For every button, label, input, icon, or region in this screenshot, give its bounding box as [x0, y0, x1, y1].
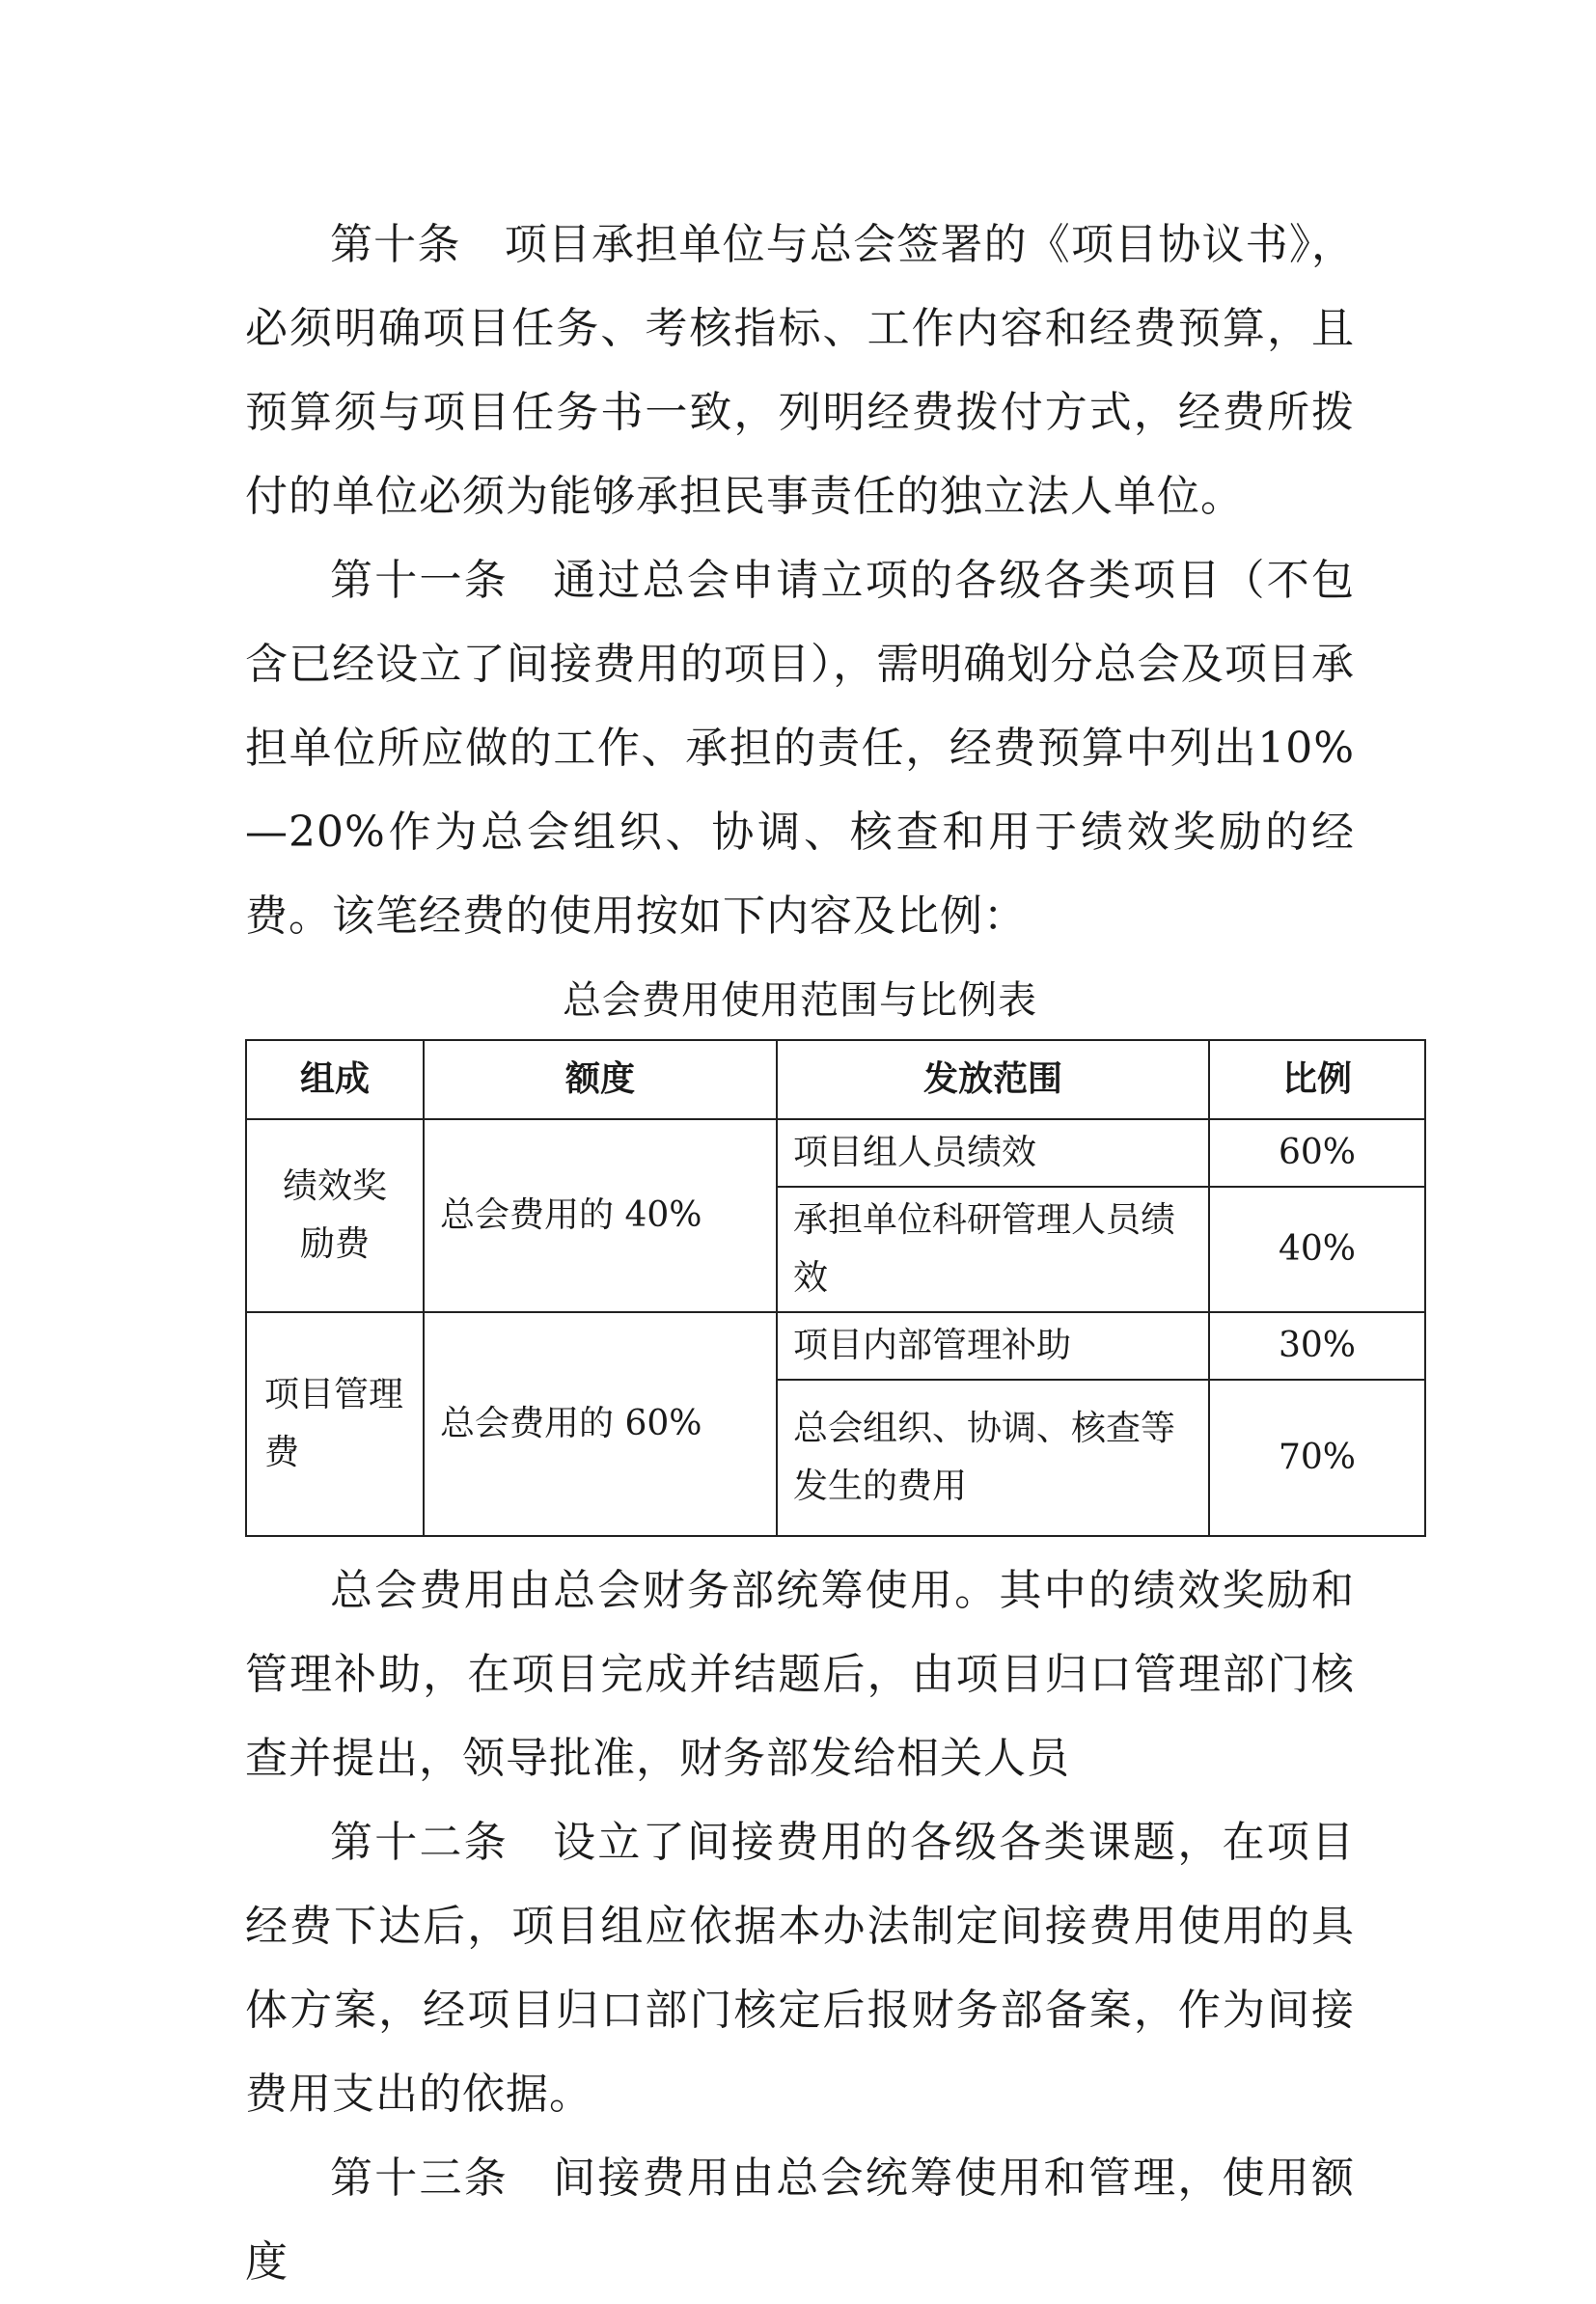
ratio-cell: 40% — [1209, 1187, 1425, 1312]
article-10-paragraph: 第十条 项目承担单位与总会签署的《项目协议书》，必须明确项目任务、考核指标、工作内容和经费预算，且预算须与项目任务书一致，列明经费拨付方式，经费所拨付的单位必须为能够承担民事责任的独立法人单位。 — [245, 220, 1355, 521]
scope-cell: 项目内部管理补助 — [777, 1312, 1209, 1380]
amount-cell: 总会费用的 40% — [424, 1119, 777, 1312]
header-amount: 额度 — [424, 1040, 777, 1119]
component-cell: 项目管理费 — [246, 1312, 424, 1536]
scope-cell: 总会组织、协调、核查等发生的费用 — [777, 1380, 1209, 1536]
amount-cell: 总会费用的 60% — [424, 1312, 777, 1536]
fee-usage-paragraph: 总会费用由总会财务部统筹使用。其中的绩效奖励和管理补助，在项目完成并结题后，由项目归口管理部门核查并提出，领导批准，财务部发给相关人员 — [245, 1566, 1355, 1783]
component-cell: 绩效奖励费 — [246, 1119, 424, 1312]
header-scope: 发放范围 — [777, 1040, 1209, 1119]
scope-cell: 承担单位科研管理人员绩效 — [777, 1187, 1209, 1312]
article-13-paragraph: 第十三条 间接费用由总会统筹使用和管理，使用额度 — [245, 2153, 1355, 2287]
article-12-paragraph: 第十二条 设立了间接费用的各级各类课题，在项目经费下达后，项目组应依据本办法制定间接费用使用的具体方案，经项目归口部门核定后报财务部备案，作为间接费用支出的依据。 — [245, 1818, 1355, 2119]
table-caption: 总会费用使用范围与比例表 — [563, 978, 1037, 1023]
ratio-cell: 60% — [1209, 1119, 1425, 1187]
header-component: 组成 — [246, 1040, 424, 1119]
header-ratio: 比例 — [1209, 1040, 1425, 1119]
document-page — [245, 203, 1355, 2304]
ratio-cell: 30% — [1209, 1312, 1425, 1380]
scope-cell: 项目组人员绩效 — [777, 1119, 1209, 1187]
article-11-paragraph: 第十一条 通过总会申请立项的各级各类项目（不包含已经设立了间接费用的项目），需明确划分总会及项目承担单位所应做的工作、承担的责任，经费预算中列出10%—20%作为总会组织、协调、核查和用于绩效奖励的经费。该笔经费的使用按如下内容及比例： — [245, 556, 1355, 941]
ratio-cell: 70% — [1209, 1380, 1425, 1536]
table-row — [246, 1312, 1425, 1380]
table-row — [246, 1119, 1425, 1187]
post-table-text — [245, 1549, 1355, 2304]
table-header-row — [246, 1040, 1425, 1119]
fee-ratio-table — [245, 1039, 1426, 1537]
